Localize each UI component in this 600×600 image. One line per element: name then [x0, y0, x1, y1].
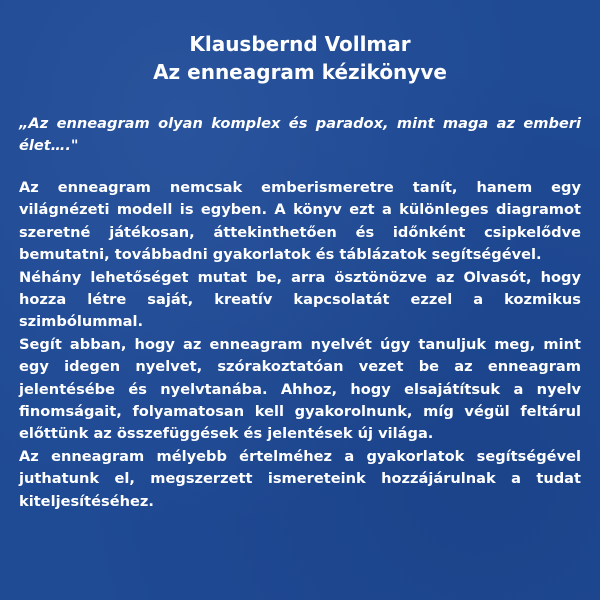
book-title: Az enneagram kézikönyve: [153, 60, 447, 84]
epigraph-quote: „Az enneagram olyan komplex és paradox, mint maga az emberi élet….": [19, 115, 581, 154]
blurb-paragraph: Az enneagram mélyebb értelméhez a gyakorlatok segítségével juthatunk el, megszerzett ismereteink hozzájárulnak a tudat kiteljesítéséhez.: [19, 447, 581, 510]
cover-header: [19, 30, 581, 86]
blurb-paragraph: Néhány lehetőséget mutat be, arra ösztönözve az Olvasót, hogy hozza létre saját, kreatív kapcsolatát ezzel a kozmikus szimbólummal.: [19, 268, 581, 331]
blurb-text: [19, 177, 581, 513]
back-cover: [19, 30, 581, 590]
blurb-paragraph: Segít abban, hogy az enneagram nyelvét úgy tanuljuk meg, mint egy idegen nyelvet, szórakoztatóan vezet be az enneagram jelentésébe és nyelvtanába. Ahhoz, hogy elsajátítsuk a nyelv finomságait, folyamatosan kell gyakorolnunk, míg végül feltárul előttünk az összefüggések és jelentések új világa.: [19, 335, 581, 443]
author-name: Klausbernd Vollmar: [189, 32, 411, 56]
blurb-paragraph: Az enneagram nemcsak emberismeretre tanít, hanem egy világnézeti modell is egyben. A könyv ezt a különleges diagramot szeretné játékosan, áttekinthetően és időnként csipkelődve bemutatni, továbbadni gyakorlatok és táblázatok segítségével.: [19, 179, 581, 264]
